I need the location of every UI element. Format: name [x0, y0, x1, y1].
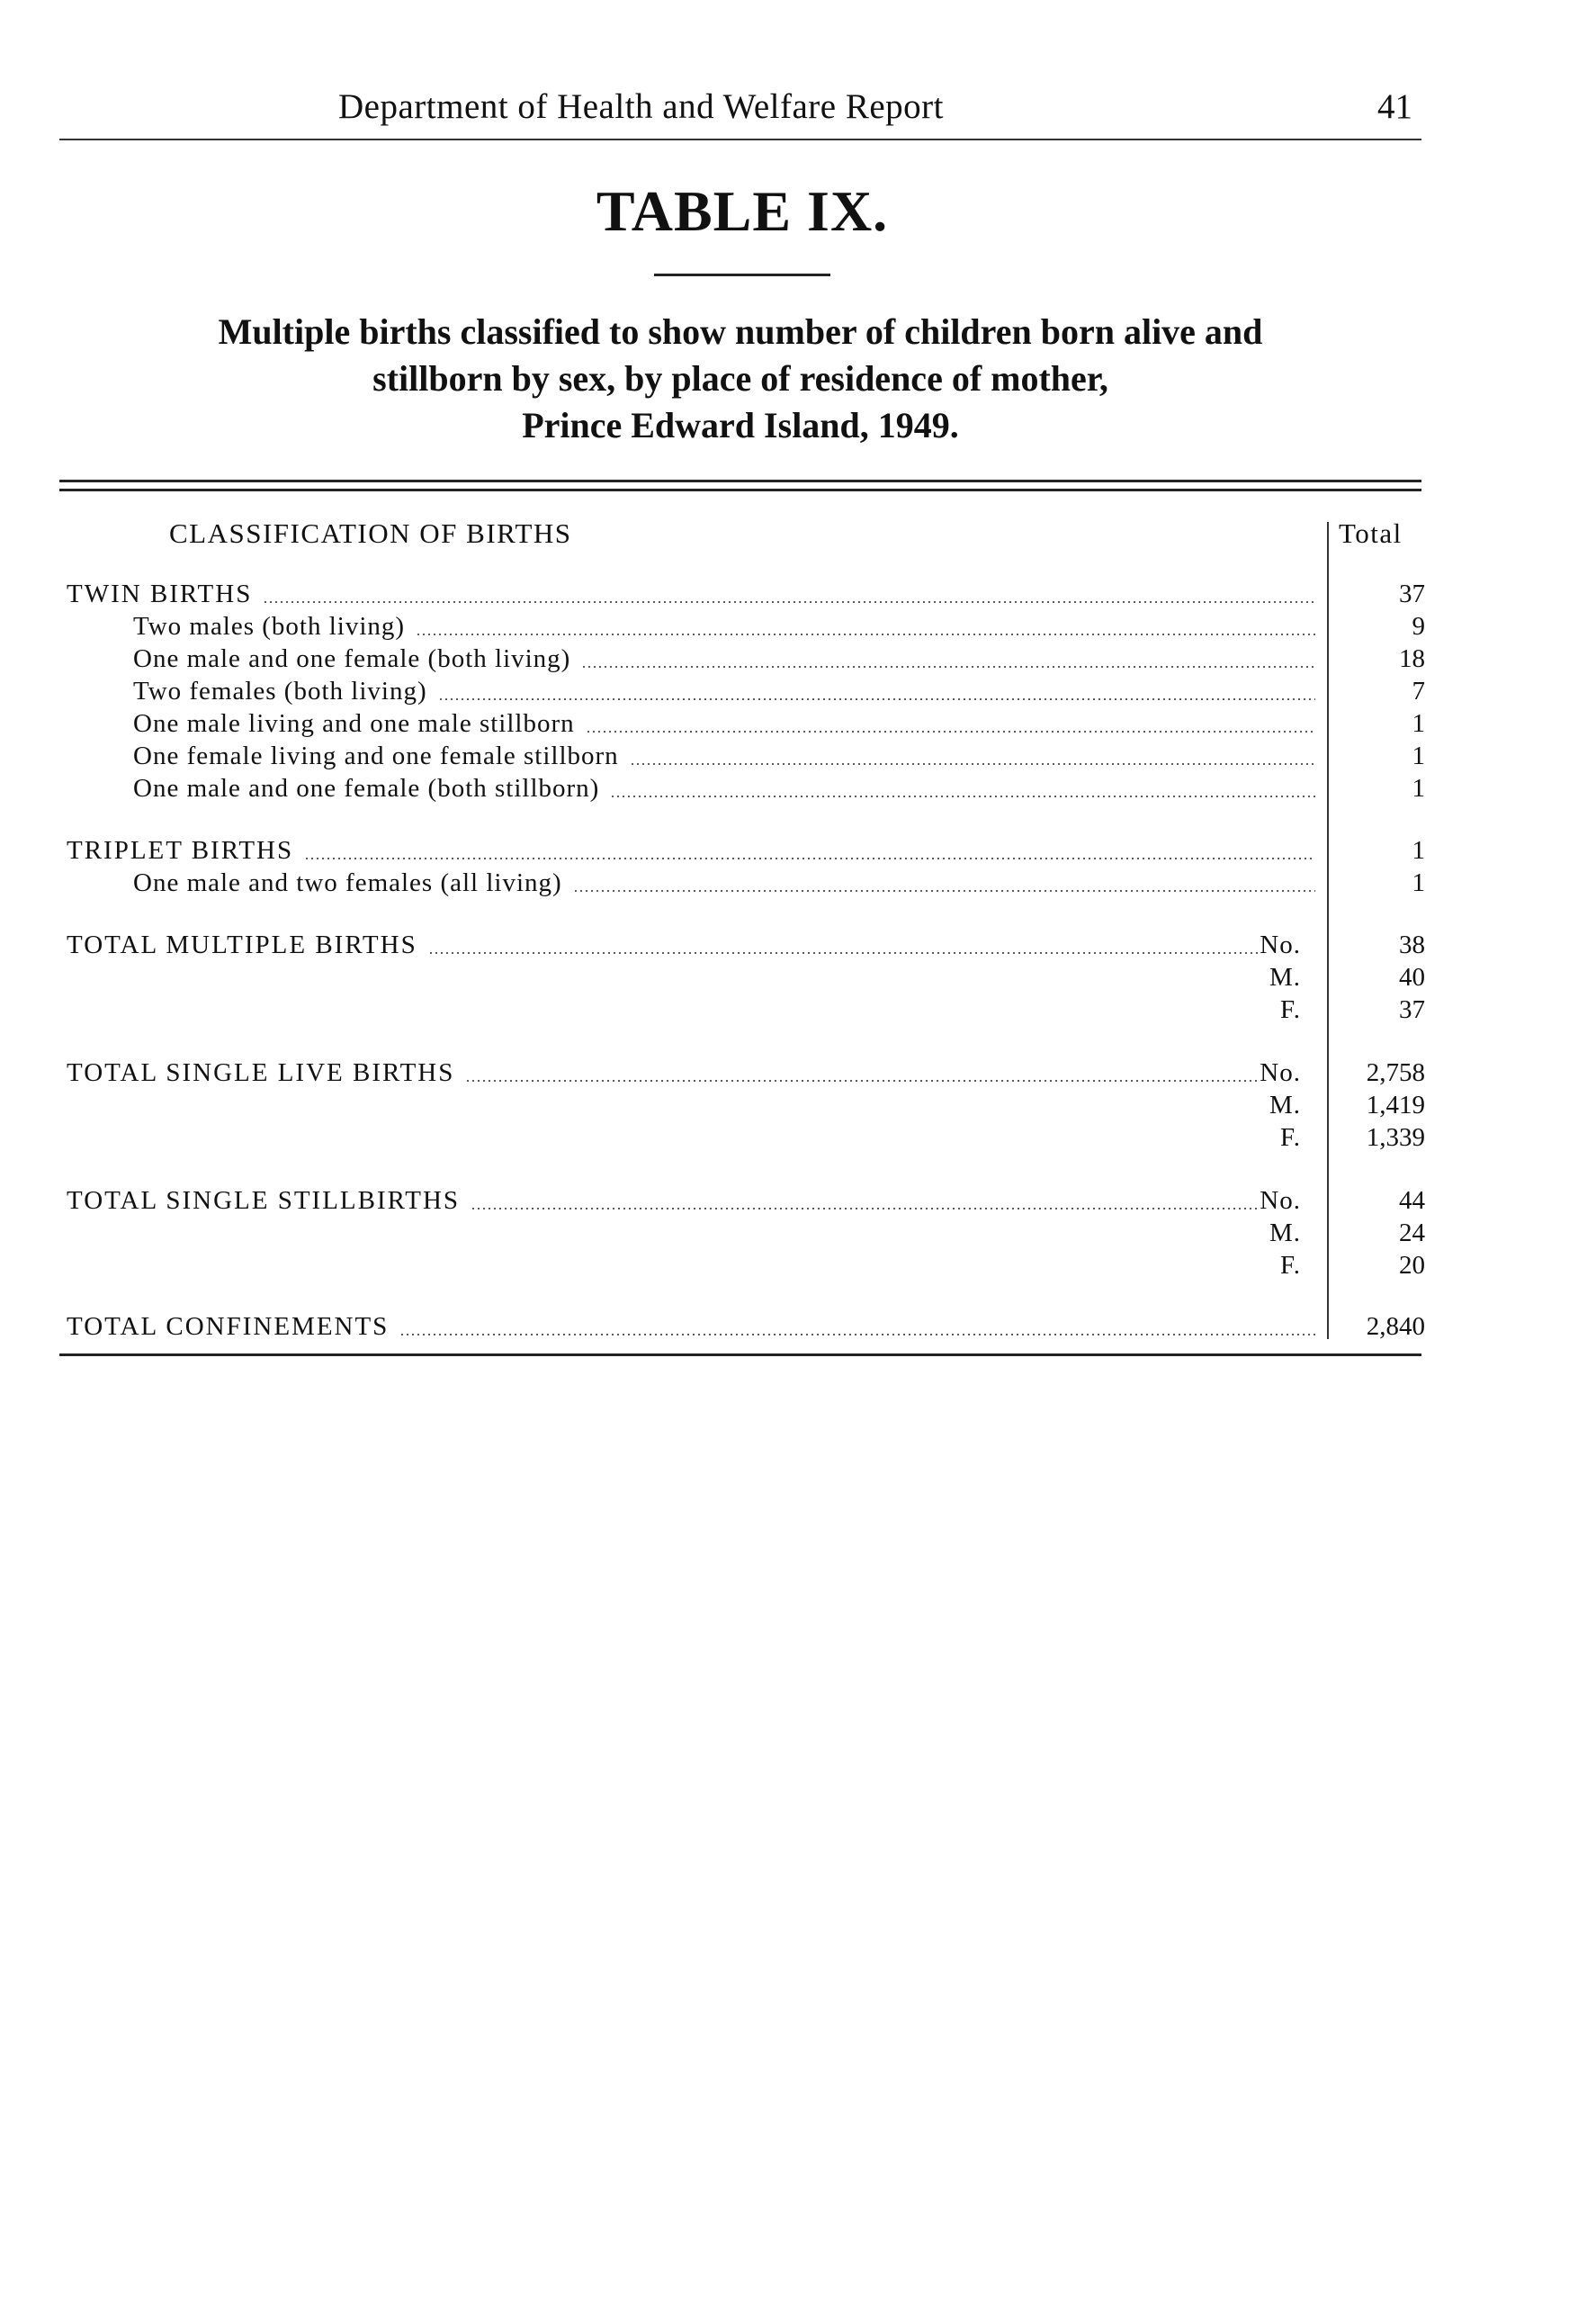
table-top-rule: [59, 489, 1421, 491]
row-label: Two males (both living): [133, 610, 412, 643]
row-label: One male and one female (both living): [133, 643, 578, 675]
row-label: One male living and one male stillborn: [133, 707, 582, 740]
running-header: [59, 86, 1421, 140]
row-total: 24: [1399, 1218, 1425, 1247]
row-total: 20: [1399, 1251, 1425, 1280]
row-suffix: No.: [1260, 1186, 1301, 1215]
dot-leader: [304, 858, 1315, 859]
table-row: [0, 961, 1596, 994]
row-total: 2,840: [1366, 1312, 1425, 1341]
row-suffix: M.: [1269, 963, 1301, 992]
row-total: 1: [1412, 836, 1425, 865]
row-label: TOTAL CONFINEMENTS: [67, 1310, 396, 1343]
running-title: Department of Health and Welfare Report: [338, 87, 944, 126]
dot-leader: [416, 634, 1315, 635]
row-total: 2,758: [1366, 1058, 1425, 1087]
dot-leader: [581, 666, 1315, 668]
table-row: [0, 1184, 1596, 1217]
row-suffix: F.: [1279, 995, 1301, 1024]
table-row: [0, 994, 1596, 1026]
table-subtitle: [59, 309, 1421, 449]
table-row: [0, 834, 1596, 867]
row-label: TOTAL MULTIPLE BIRTHS: [67, 929, 425, 961]
row-suffix: M.: [1269, 1218, 1301, 1247]
table-row: [0, 707, 1596, 740]
row-total: 38: [1399, 931, 1425, 959]
row-total: 1,339: [1366, 1123, 1425, 1152]
row-label: One female living and one female stillborn: [133, 740, 626, 772]
table-row: [0, 1217, 1596, 1249]
dot-leader: [471, 1208, 1258, 1209]
dot-leader: [610, 796, 1315, 797]
dot-leader: [465, 1080, 1258, 1082]
subtitle-line: stillborn by sex, by place of residence of mother,: [372, 358, 1108, 399]
row-total: 7: [1412, 677, 1425, 706]
row-total: 37: [1399, 580, 1425, 608]
row-total: 1: [1412, 709, 1425, 738]
title-rule: [654, 274, 830, 276]
row-total: 1: [1412, 868, 1425, 897]
page-number: 41: [1377, 87, 1412, 126]
table-title: TABLE IX.: [596, 179, 889, 243]
row-suffix: No.: [1260, 1058, 1301, 1087]
row-label: One male and two females (all living): [133, 867, 569, 899]
row-total: 44: [1399, 1186, 1425, 1215]
row-label: TWIN BIRTHS: [67, 578, 259, 610]
row-suffix: F.: [1279, 1123, 1301, 1152]
table-row: [0, 610, 1596, 643]
table-row: [0, 1121, 1596, 1154]
row-suffix: M.: [1269, 1091, 1301, 1120]
row-label: One male and one female (both stillborn): [133, 772, 606, 805]
table-row: [0, 1057, 1596, 1089]
row-suffix: No.: [1260, 931, 1301, 959]
table-row: [0, 1089, 1596, 1121]
table-top-rule: [59, 480, 1421, 482]
table-row: [0, 675, 1596, 707]
row-label: TOTAL SINGLE STILLBIRTHS: [67, 1184, 467, 1217]
row-label: Two females (both living): [133, 675, 435, 707]
table-row: [0, 1249, 1596, 1281]
subtitle-line: Prince Edward Island, 1949.: [522, 405, 959, 445]
dot-leader: [428, 952, 1258, 954]
row-total: 1: [1412, 774, 1425, 803]
table-row: [0, 643, 1596, 675]
row-total: 40: [1399, 963, 1425, 992]
table-row: [0, 772, 1596, 805]
row-total: 18: [1399, 644, 1425, 673]
dot-leader: [399, 1334, 1315, 1335]
subtitle-line: Multiple births classified to show number of children born alive and: [218, 311, 1263, 352]
column-header-classification: CLASSIFICATION OF BIRTHS: [169, 517, 572, 549]
row-label: TOTAL SINGLE LIVE BIRTHS: [67, 1057, 462, 1089]
row-suffix: F.: [1279, 1251, 1301, 1280]
row-label: TRIPLET BIRTHS: [67, 834, 300, 867]
table-row: [0, 740, 1596, 772]
table-bottom-rule: [59, 1353, 1421, 1356]
dot-leader: [630, 763, 1315, 765]
row-total: 1,419: [1366, 1091, 1425, 1120]
column-header-total: Total: [1339, 517, 1403, 549]
table-row: [0, 867, 1596, 899]
dot-leader: [573, 890, 1315, 892]
dot-leader: [438, 698, 1315, 700]
table-row: [0, 578, 1596, 610]
dot-leader: [263, 601, 1315, 603]
row-total: 37: [1399, 995, 1425, 1024]
row-total: 9: [1412, 612, 1425, 641]
dot-leader: [586, 731, 1315, 733]
row-total: 1: [1412, 742, 1425, 770]
table-row: [0, 1310, 1596, 1343]
table-row: [0, 929, 1596, 961]
